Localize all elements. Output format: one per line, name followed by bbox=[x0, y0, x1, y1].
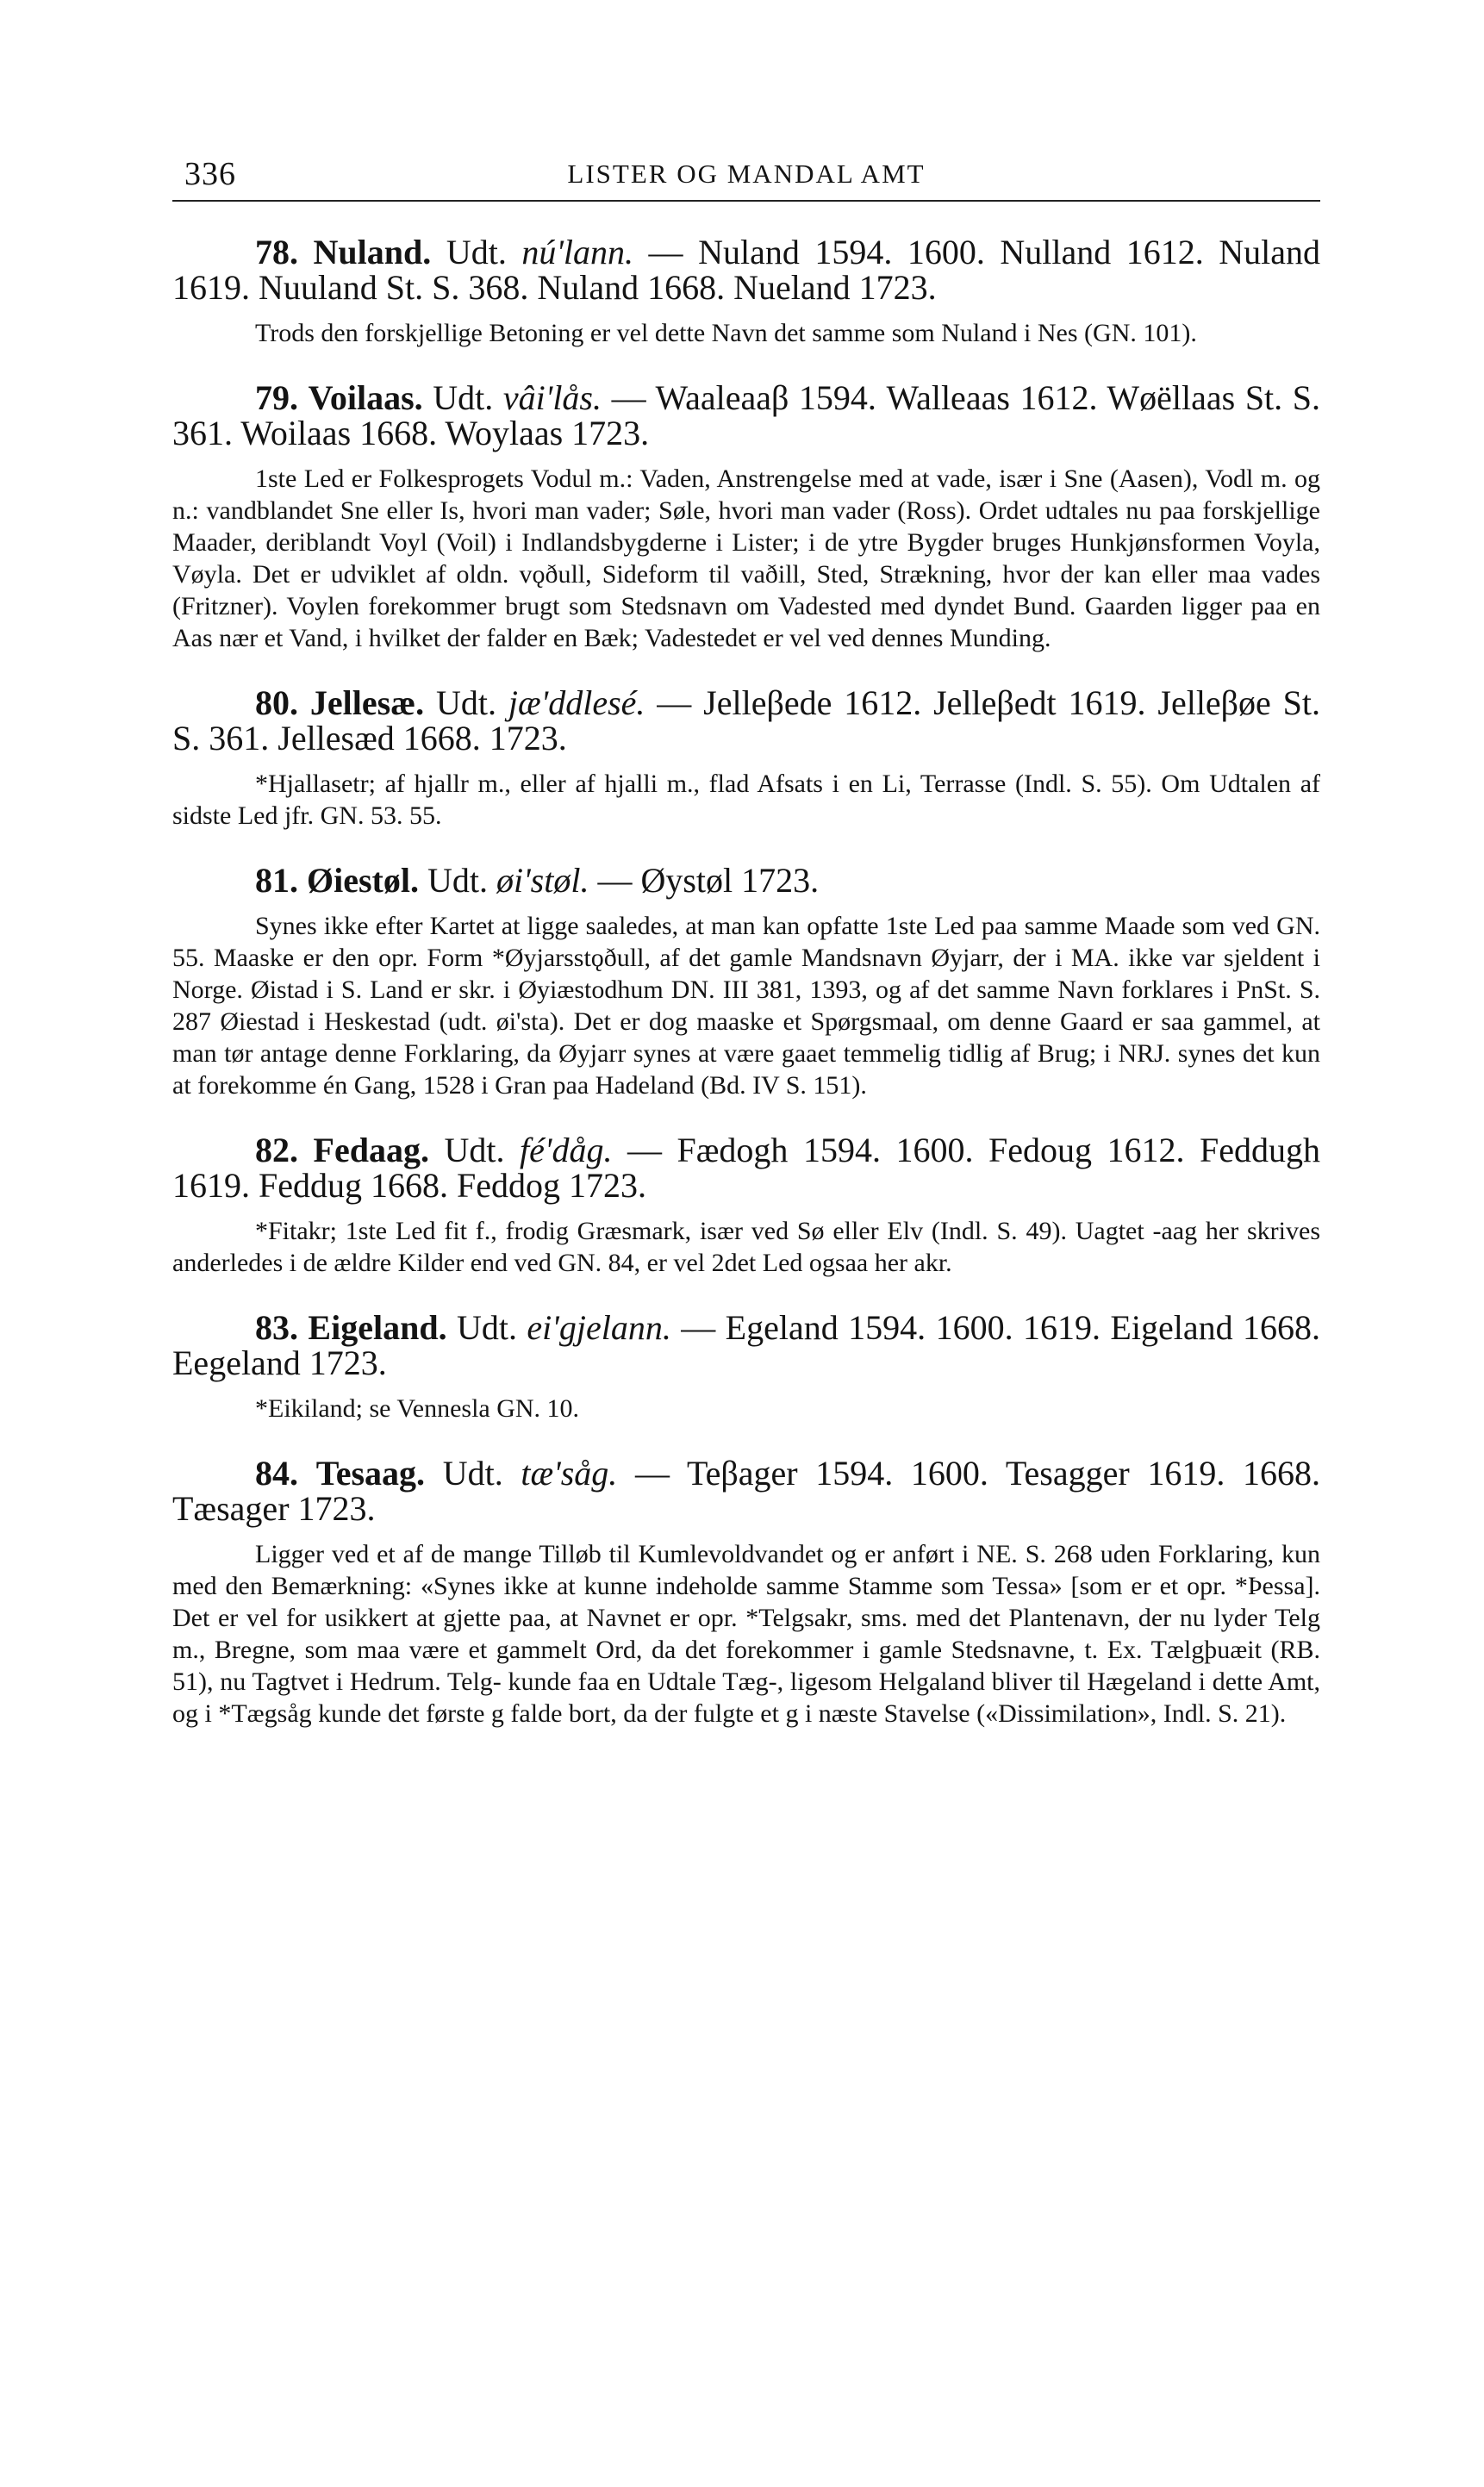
entry-heading bbox=[172, 1310, 1320, 1381]
entry-heading bbox=[172, 1455, 1320, 1526]
udt-label: Udt. bbox=[442, 1454, 503, 1493]
page-number: 336 bbox=[184, 156, 236, 192]
entry-83 bbox=[172, 1310, 1320, 1424]
entry-80 bbox=[172, 685, 1320, 832]
entry-note: Ligger ved et af de mange Tilløb til Kumlevoldvandet og er anført i NE. S. 268 uden Forklaring, kun med den Bemærkning: «Synes ikke at kunne indeholde samme Stamme som Tessa» [som er et opr. *Þessa]. Det er vel for usikkert at gjette paa, at Navnet er opr. *Telgsakr, sms. med det Plantenavn, der nu lyder Telg m., Bregne, som maa være et gammelt Ord, da det forekommer i gamle Stedsnavne, t. Ex. Tælgþuæit (RB. 51), nu Tagtvet i Hedrum. Telg- kunde faa en Udtale Tæg-, ligesom Helgaland bliver til Hægeland i dette Amt, og i *Tægsåg kunde det første g falde bort, da der fulgte et g i næste Stavelse («Dissimilation», Indl. S. 21). bbox=[172, 1540, 1320, 1728]
entry-heading bbox=[172, 685, 1320, 756]
historical-forms: — Jelleβede 1612. Jelleβedt 1619. Jelleβøe St. S. 361. Jellesæd 1668. 1723. bbox=[172, 683, 1321, 757]
pronunciation: vâi'lås. bbox=[502, 378, 602, 417]
running-title: LISTER OG MANDAL AMT bbox=[567, 159, 926, 189]
page-body bbox=[172, 234, 1320, 1761]
entry-84 bbox=[172, 1455, 1320, 1730]
farm-name: Fedaag. bbox=[313, 1131, 429, 1169]
udt-label: Udt. bbox=[446, 233, 507, 271]
entry-number: 82. bbox=[255, 1131, 298, 1169]
farm-name: Jellesæ. bbox=[309, 683, 425, 722]
entry-number: 78. bbox=[255, 233, 298, 271]
entry-heading bbox=[172, 863, 1320, 898]
entry-note: *Eikiland; se Vennesla GN. 10. bbox=[255, 1394, 580, 1423]
farm-name: Øiestøl. bbox=[307, 861, 419, 900]
farm-name: Nuland. bbox=[313, 233, 432, 271]
udt-label: Udt. bbox=[435, 683, 496, 722]
pronunciation: nú'lann. bbox=[521, 233, 634, 271]
entry-note: *Hjallasetr; af hjallr m., eller af hjalli m., flad Afsats i en Li, Terrasse (Indl. S. 55). Om Udtalen af sidste Led jfr. GN. 53. 55. bbox=[172, 770, 1320, 830]
entry-note: Synes ikke efter Kartet at ligge saaledes, at man kan opfatte 1ste Led paa samme Maade som ved GN. 55. Maaske er den opr. Form *Øyjarsstǫðull, af det gamle Mandsnavn Øyjarr, der i MA. ikke var sjeldent i Norge. Øistad i S. Land er skr. i Øyiæstodhum DN. III 381, 1393, og af det samme Navn forklares i PnSt. S. 287 Øiestad i Heskestad (udt. øi'sta). Det er dog maaske et Spørgsmaal, om denne Gaard er saa gammel, at man tør antage denne Forklaring, da Øyjarr synes at være gaaet temmelig tidlig af Brug; i NRJ. synes det kun at forekomme én Gang, 1528 i Gran paa Hadeland (Bd. IV S. 151). bbox=[172, 912, 1320, 1100]
entry-heading bbox=[172, 234, 1320, 305]
entry-note: 1ste Led er Folkesprogets Vodul m.: Vaden, Anstrengelse med at vade, især i Sne (Aasen), Vodl m. og n.: vandblandet Sne eller Is, hvori man vader; Søle, hvori man vader (Ross). Ordet udtales nu paa forskjellige Maader, deriblandt Voyl (Voil) i Indlandsbygderne i Lister; i de ytre Bygder bruges Hunkjønsformen Voyla, Vøyla. Det er udviklet af oldn. vǫðull, Sideform til vaðill, Sted, Strækning, hvor der kan eller maa vades (Fritzner). Voylen forekommer brugt som Stedsnavn om Vadested med dyndet Bund. Gaarden ligger paa en Aas nær et Vand, i hvilket der falder en Bæk; Vadestedet er vel ved dennes Munding. bbox=[172, 464, 1320, 652]
entry-heading bbox=[172, 380, 1320, 451]
page-header bbox=[172, 155, 1320, 202]
entry-number: 84. bbox=[255, 1454, 298, 1493]
farm-name: Tesaag. bbox=[315, 1454, 426, 1493]
udt-label: Udt. bbox=[433, 378, 494, 417]
entry-note: *Fitakr; 1ste Led fit f., frodig Græsmark, især ved Sø eller Elv (Indl. S. 49). Uagtet -aag her skrives anderledes i de ældre Kilder end ved GN. 84, er vel 2det Led ogsaa her akr. bbox=[172, 1217, 1320, 1277]
pronunciation: øi'støl. bbox=[496, 861, 589, 900]
entry-note: Trods den forskjellige Betoning er vel dette Navn det samme som Nuland i Nes (GN. 101). bbox=[255, 319, 1197, 347]
pronunciation: ei'gjelann. bbox=[527, 1308, 671, 1347]
entry-heading bbox=[172, 1132, 1320, 1203]
entry-number: 80. bbox=[255, 683, 298, 722]
entry-number: 83. bbox=[255, 1308, 298, 1347]
historical-forms: — Fædogh 1594. 1600. Fedoug 1612. Feddugh 1619. Feddug 1668. Feddog 1723. bbox=[172, 1131, 1321, 1205]
historical-forms: — Waaleaaβ 1594. Walleaas 1612. Wøëllaas St. S. 361. Woilaas 1668. Woylaas 1723. bbox=[172, 378, 1321, 452]
farm-name: Voilaas. bbox=[308, 378, 423, 417]
historical-forms: — Nuland 1594. 1600. Nulland 1612. Nuland 1619. Nuuland St. S. 368. Nuland 1668. Nueland 1723. bbox=[172, 233, 1321, 307]
entry-number: 79. bbox=[255, 378, 298, 417]
historical-forms: — Egeland 1594. 1600. 1619. Eigeland 1668. Eegeland 1723. bbox=[172, 1308, 1320, 1382]
historical-forms: — Øystøl 1723. bbox=[597, 861, 820, 900]
pronunciation: fé'dåg. bbox=[520, 1131, 613, 1169]
udt-label: Udt. bbox=[457, 1308, 517, 1347]
entry-81 bbox=[172, 863, 1320, 1101]
pronunciation: jæ'ddlesé. bbox=[508, 683, 645, 722]
entry-79 bbox=[172, 380, 1320, 654]
historical-forms: — Teβager 1594. 1600. Tesagger 1619. 1668. Tæsager 1723. bbox=[172, 1454, 1321, 1528]
udt-label: Udt. bbox=[427, 861, 488, 900]
pronunciation: tæ'såg. bbox=[521, 1454, 618, 1493]
udt-label: Udt. bbox=[444, 1131, 505, 1169]
farm-name: Eigeland. bbox=[308, 1308, 447, 1347]
entry-78 bbox=[172, 234, 1320, 349]
entry-82 bbox=[172, 1132, 1320, 1279]
entry-number: 81. bbox=[255, 861, 298, 900]
